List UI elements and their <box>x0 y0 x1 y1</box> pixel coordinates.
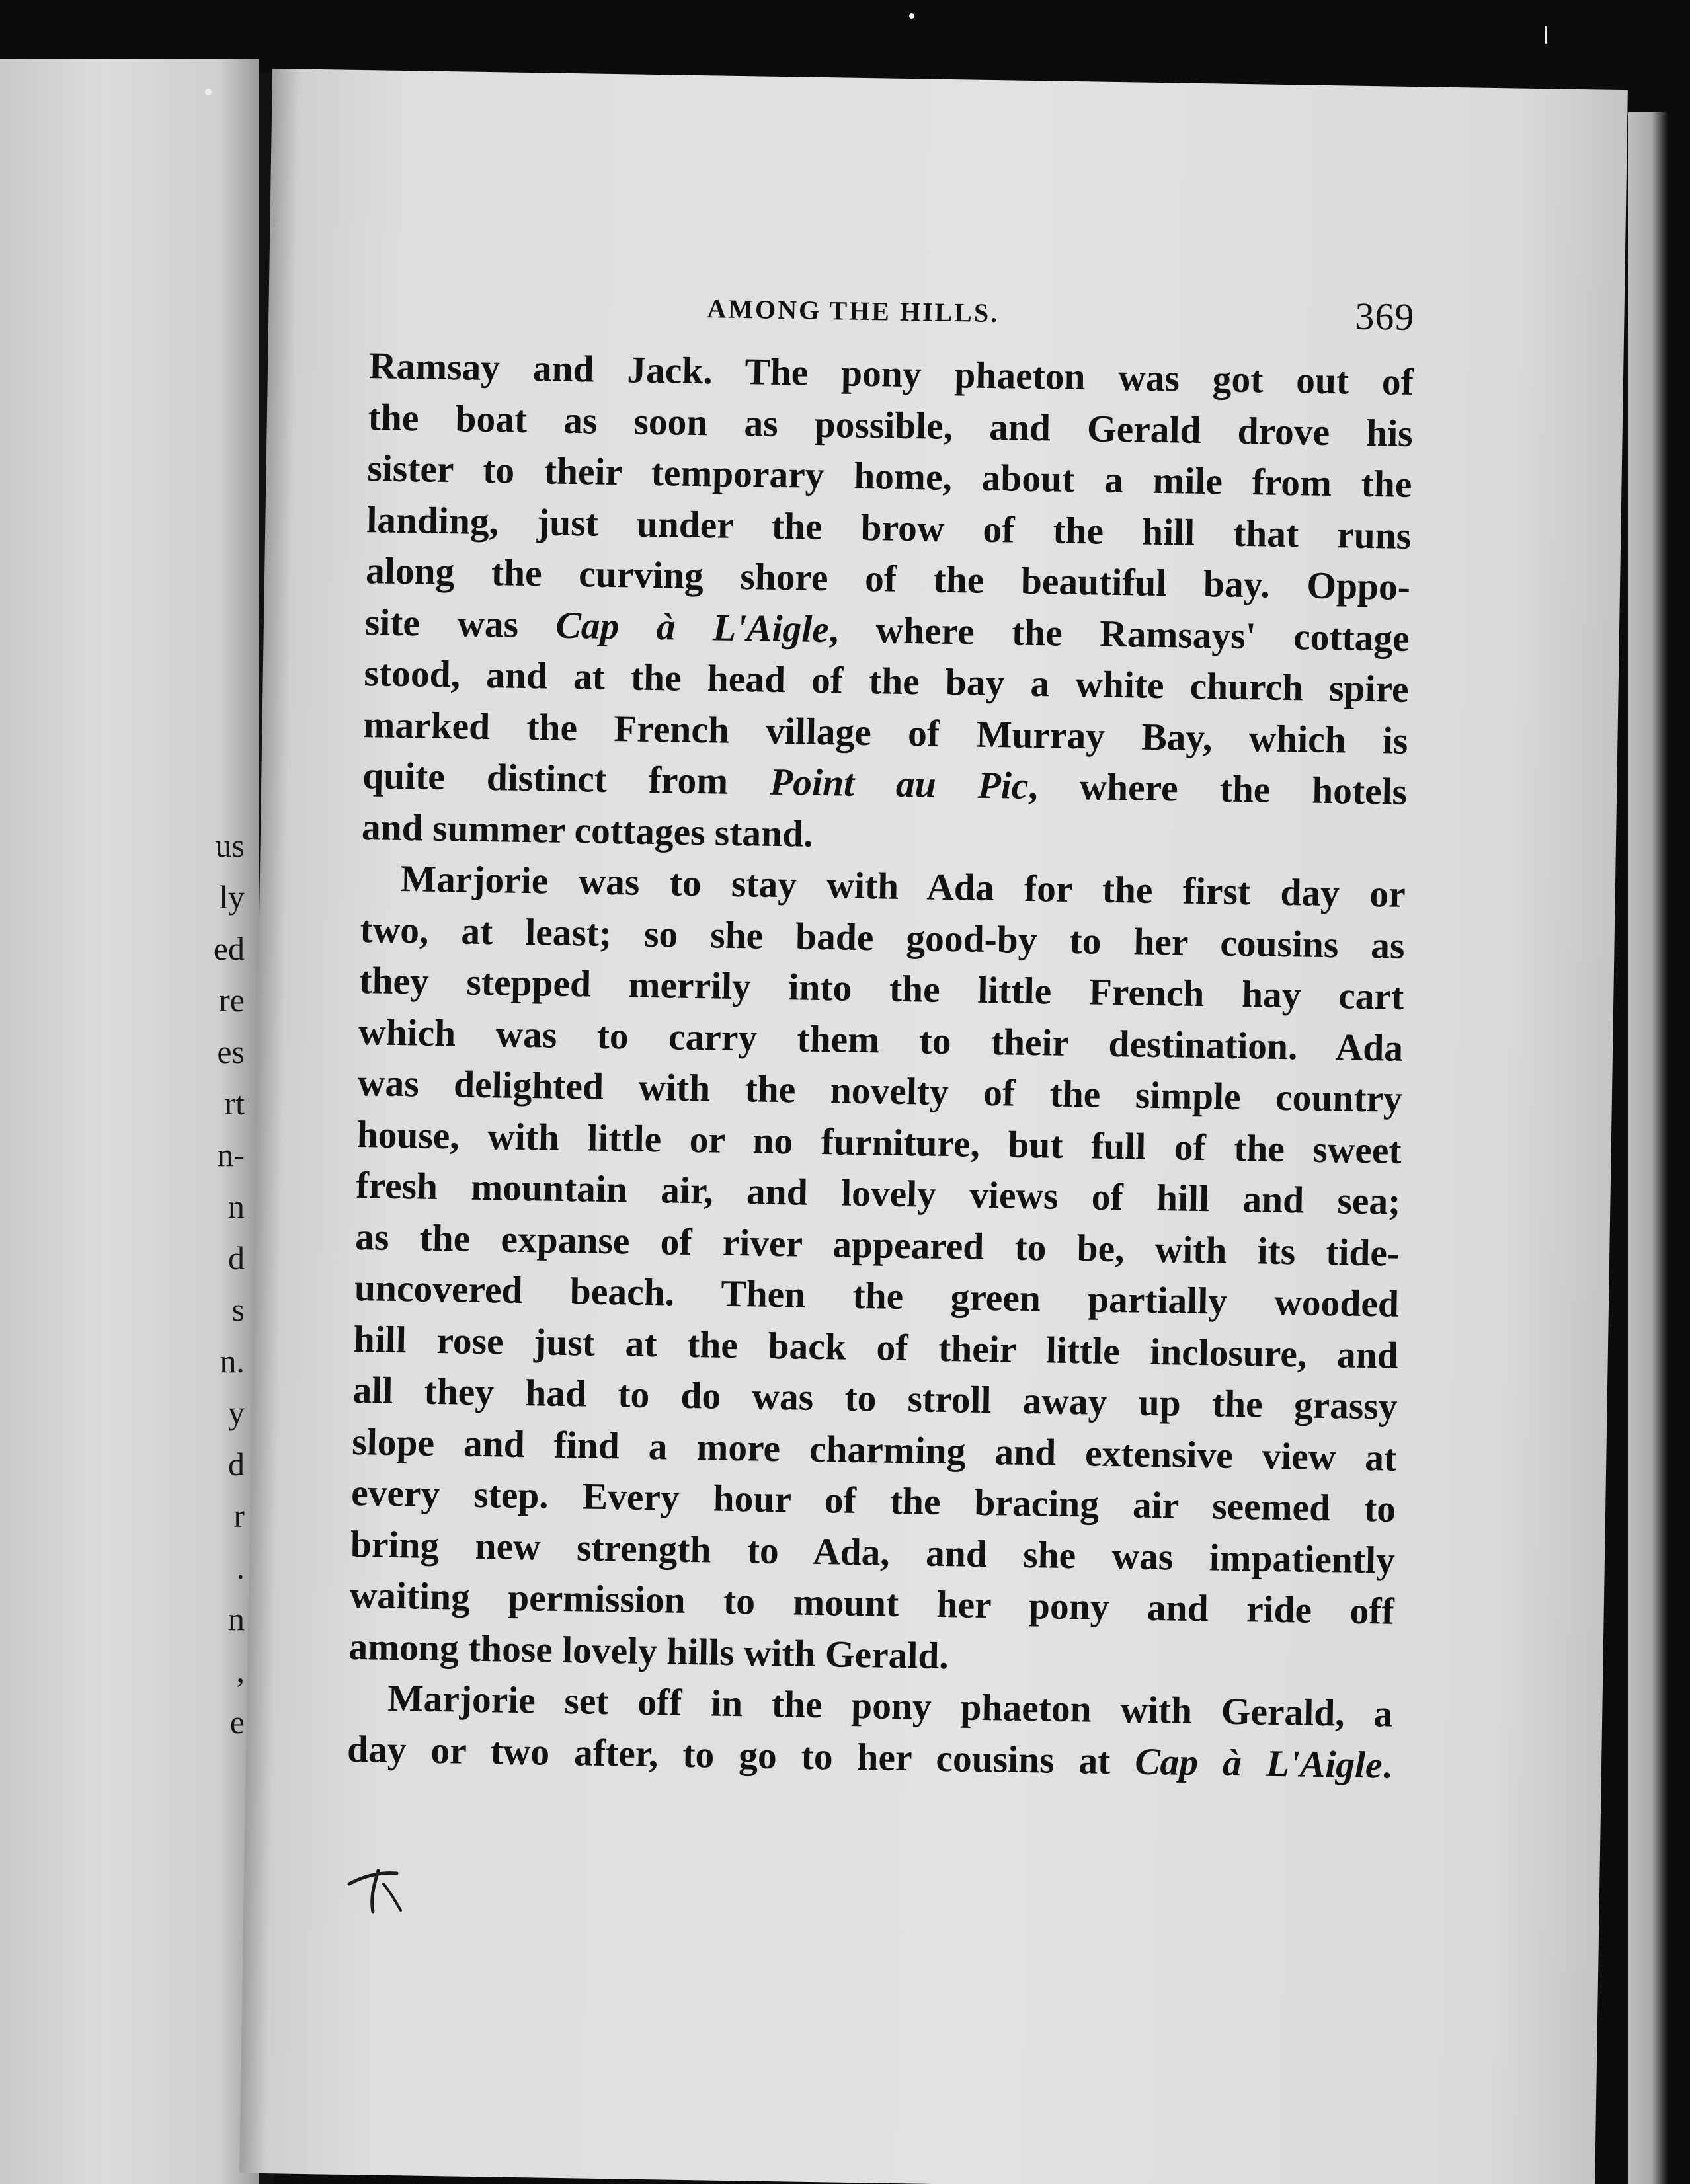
text-line: among those lovely hills with Gerald. <box>348 1625 949 1677</box>
pencil-mark-icon <box>344 1857 423 1917</box>
line-fragment: , <box>236 1652 245 1689</box>
text-line: Ramsay and Jack. The pony phaeton was got out of <box>368 345 1414 403</box>
scan-speck <box>1545 26 1547 44</box>
line-fragment: ed <box>213 930 245 967</box>
text-line: Marjorie set off in the pony phaeton with Gerald, a <box>387 1677 1393 1735</box>
page-text-block <box>347 274 1415 1791</box>
text-line: every step. Every hour of the bracing air seemed to <box>350 1471 1396 1530</box>
text-line: hill rose just at the back of their little inclosure, and <box>353 1318 1399 1377</box>
scan-speck <box>205 89 212 95</box>
text-line: stood, and at the head of the bay a white church spire <box>364 652 1410 711</box>
text-line: Marjorie was to stay with Ada for the first day or <box>400 858 1406 916</box>
scan-speck <box>909 13 914 19</box>
text-line: they stepped merrily into the little French hay cart <box>358 960 1404 1018</box>
line-fragment: re <box>219 982 245 1019</box>
text-line: and summer cottages stand. <box>361 806 814 855</box>
text-line: was delighted with the novelty of the simple country <box>357 1062 1403 1120</box>
line-fragment: rt <box>224 1085 245 1122</box>
line-fragment: n- <box>217 1136 245 1173</box>
previous-page-edge <box>0 59 259 2184</box>
line-fragment: . <box>236 1549 245 1586</box>
line-fragment: s <box>231 1291 245 1328</box>
line-fragment: d <box>228 1446 245 1483</box>
text-line: uncovered beach. Then the green partially wooded <box>354 1267 1400 1325</box>
previous-page-line-endings <box>152 820 245 1748</box>
text-line: slope and find a more charming and extensive view at <box>351 1421 1397 1479</box>
page-number: 369 <box>1354 294 1415 338</box>
body-text <box>347 340 1414 1791</box>
line-fragment: es <box>217 1033 245 1070</box>
text-line: bring new strength to Ada, and she was impatiently <box>350 1523 1396 1582</box>
text-line: waiting permission to mount her pony and ride off <box>349 1574 1395 1633</box>
text-line: site was Cap à L'Aigle, where the Ramsays' cottage <box>364 601 1410 660</box>
line-fragment: us <box>215 827 245 864</box>
line-fragment: e <box>229 1703 245 1740</box>
line-fragment: y <box>228 1394 245 1431</box>
text-line: sister to their temporary home, about a mile from the <box>367 448 1412 506</box>
text-line: day or two after, to go to her cousins at Cap à L'Aigle. <box>346 1728 1392 1787</box>
text-line: house, with little or no furniture, but full of the sweet <box>356 1113 1402 1172</box>
running-title: AMONG THE HILLS. <box>707 293 1000 329</box>
line-fragment: d <box>228 1239 245 1276</box>
text-line: the boat as soon as possible, and Gerald drove his <box>368 396 1414 455</box>
line-fragment: r <box>233 1497 245 1534</box>
text-line: as the expanse of river appeared to be, with its tide- <box>354 1216 1400 1274</box>
text-line: landing, just under the brow of the hill that runs <box>366 498 1412 557</box>
text-line: all they had to do was to stroll away up the grassy <box>352 1369 1398 1428</box>
line-fragment: n. <box>220 1343 245 1380</box>
line-fragment: ly <box>219 878 245 916</box>
text-line: quite distinct from Point au Pic, where the hotels <box>362 755 1408 813</box>
text-line: marked the French village of Murray Bay, which is <box>363 703 1408 762</box>
page-stack-edge <box>1628 112 1668 2184</box>
line-fragment: n <box>228 1188 245 1225</box>
text-line: along the curving shore of the beautiful bay. Oppo- <box>365 550 1411 608</box>
text-line: fresh mountain air, and lovely views of hill and sea; <box>356 1165 1401 1223</box>
text-line: two, at least; so she bade good-by to her cousins as <box>360 908 1405 967</box>
text-line: which was to carry them to their destination. Ada <box>358 1011 1404 1070</box>
line-fragment: n <box>228 1600 245 1637</box>
